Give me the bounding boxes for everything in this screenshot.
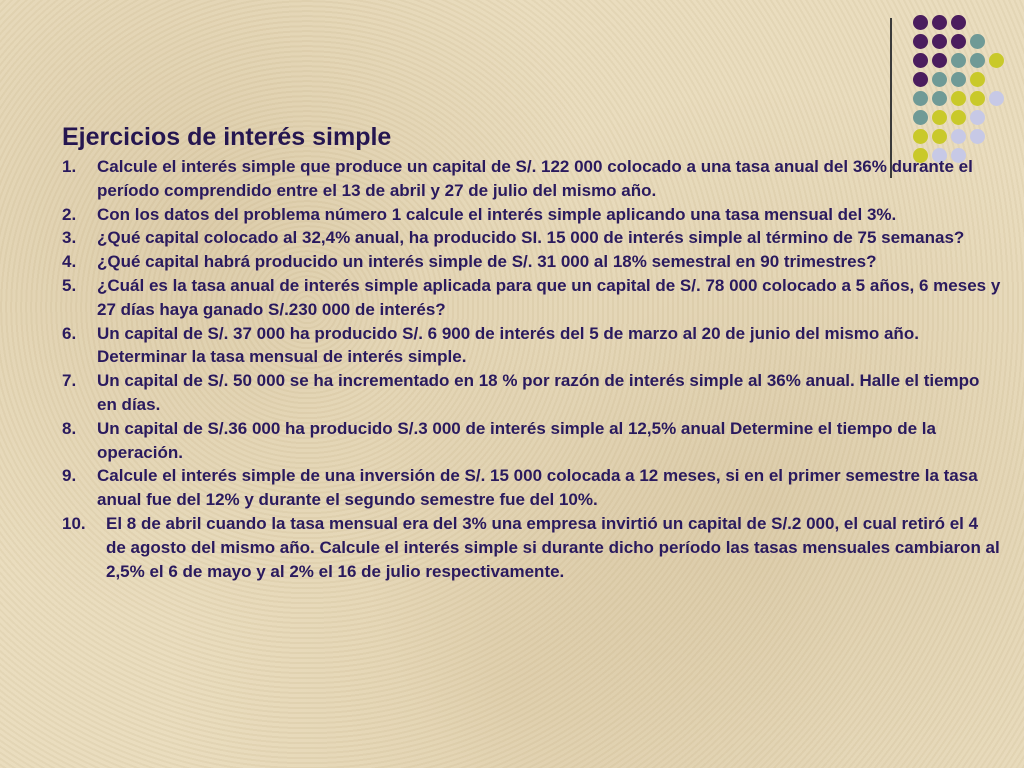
decorative-dot	[951, 72, 966, 87]
exercise-text: ¿Cuál es la tasa anual de interés simple aplicada para que un capital de S/. 78 000 colocado a 5 años, 6 meses y 27 días haya ganado S/.230 000 de interés?	[97, 275, 1001, 319]
exercise-item	[62, 274, 1002, 322]
decorative-dot	[951, 15, 966, 30]
decorative-dot	[913, 53, 928, 68]
decorative-dot	[913, 91, 928, 106]
decorative-dot	[951, 53, 966, 68]
decorative-dot	[932, 91, 947, 106]
exercise-number: 7.	[62, 371, 77, 391]
exercise-item	[62, 203, 1002, 227]
decorative-dot	[989, 53, 1004, 68]
decorative-dot	[970, 91, 985, 106]
exercise-item	[62, 464, 1002, 512]
exercise-number: 5.	[62, 275, 77, 295]
exercise-text: ¿Qué capital habrá producido un interés simple de S/. 31 000 al 18% semestral en 90 trimestres?	[97, 252, 877, 272]
decorative-dot	[970, 72, 985, 87]
exercise-list	[62, 155, 1002, 583]
decorative-dot	[970, 34, 985, 49]
decorative-dot	[932, 15, 947, 30]
decorative-dot	[970, 53, 985, 68]
exercise-item	[62, 250, 1002, 274]
exercise-number: 8.	[62, 418, 77, 438]
exercise-item	[62, 226, 1002, 250]
exercise-item	[62, 417, 1002, 465]
exercise-number: 9.	[62, 466, 77, 486]
exercise-text: El 8 de abril cuando la tasa mensual era del 3% una empresa invirtió un capital de S/.2 000, el cual retiró el 4 de agosto del mismo año. Calcule el interés simple si durante dicho período las tasas mensuales cambiaron al 2,5% el 6 de mayo y al 2% el 16 de julio respectivamente.	[106, 513, 1000, 581]
exercise-number: 1.	[62, 157, 77, 176]
decorative-dot	[989, 91, 1004, 106]
exercise-item	[62, 369, 1002, 417]
exercise-text: ¿Qué capital colocado al 32,4% anual, ha producido SI. 15 000 de interés simple al término de 75 semanas?	[97, 228, 965, 248]
decorative-dot	[932, 72, 947, 87]
decorative-dot	[913, 34, 928, 49]
slide-content	[62, 122, 1002, 583]
decorative-dot	[913, 15, 928, 30]
exercise-item	[62, 155, 1002, 203]
exercise-number: 2.	[62, 204, 77, 224]
decorative-dot	[951, 91, 966, 106]
exercise-text: Calcule el interés simple de una inversión de S/. 15 000 colocada a 12 meses, si en el primer semestre la tasa anual fue del 12% y durante el segundo semestre fue del 10%.	[97, 466, 978, 510]
exercise-text: Un capital de S/. 50 000 se ha incrementado en 18 % por razón de interés simple al 36% anual. Halle el tiempo en días.	[97, 371, 980, 414]
exercise-number: 10.	[62, 513, 86, 533]
exercise-text: Un capital de S/. 37 000 ha producido S/. 6 900 de interés del 5 de marzo al 20 de junio del mismo año. Determinar la tasa mensual de interés simple.	[97, 323, 919, 367]
exercise-number: 4.	[62, 252, 77, 272]
decorative-dot	[913, 72, 928, 87]
decorative-dot	[932, 34, 947, 49]
decorative-dot	[932, 53, 947, 68]
slide-title: Ejercicios de interés simple	[62, 123, 392, 151]
exercise-text: Calcule el interés simple que produce un capital de S/. 122 000 colocado a una tasa anual del 36% durante el período comprendido entre el 13 de abril y 27 de julio del mismo año.	[97, 157, 973, 200]
exercise-text: Con los datos del problema número 1 calcule el interés simple aplicando una tasa mensual del 3%.	[97, 204, 897, 224]
exercise-item	[62, 512, 1002, 583]
exercise-number: 3.	[62, 228, 77, 248]
exercise-item	[62, 322, 1002, 370]
decorative-dot	[951, 34, 966, 49]
exercise-number: 6.	[62, 323, 77, 343]
exercise-text: Un capital de S/.36 000 ha producido S/.3 000 de interés simple al 12,5% anual Determine el tiempo de la operación.	[97, 418, 936, 462]
